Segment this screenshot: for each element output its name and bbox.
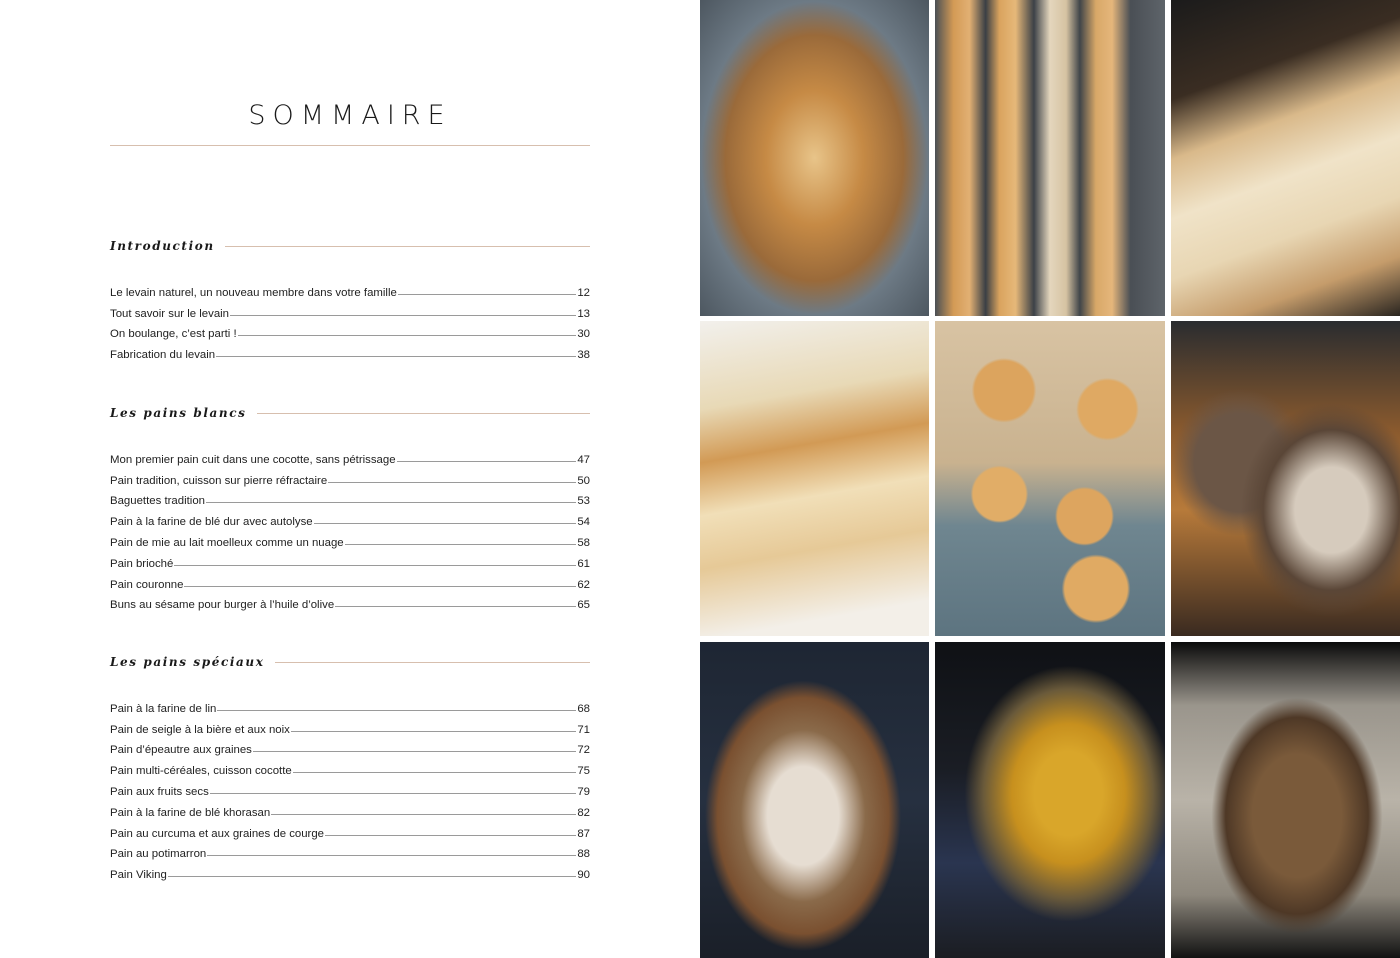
section-divider (225, 246, 590, 247)
toc-entry[interactable] (110, 756, 590, 777)
dot-leader (291, 731, 576, 732)
page-number: 38 (577, 349, 590, 362)
page-number: 47 (577, 453, 590, 466)
page-number: 75 (577, 765, 590, 778)
page-number: 87 (577, 827, 590, 840)
toc-entry[interactable] (110, 340, 590, 361)
entry-title: On boulange, c’est parti ! (110, 328, 237, 341)
entry-title: Pain d’épeautre aux graines (110, 744, 252, 757)
turmeric-pumpkin-seed-loaf-photo (935, 642, 1165, 958)
entry-title: Pain couronne (110, 578, 184, 591)
dot-leader (293, 772, 577, 773)
page-number: 71 (577, 723, 590, 736)
section-introduction (110, 236, 590, 361)
toc-entry[interactable] (110, 715, 590, 736)
section-heading: Les pains blancs (110, 406, 247, 420)
toc-entry[interactable] (110, 840, 590, 861)
dot-leader (328, 482, 576, 483)
page-number: 12 (577, 286, 590, 299)
entry-list (110, 445, 590, 611)
entry-title: Pain tradition, cuisson sur pierre réfractaire (110, 474, 328, 487)
page-number: 72 (577, 744, 590, 757)
entry-list (110, 694, 590, 881)
round-country-loaf-photo (700, 0, 929, 316)
dot-leader (210, 793, 577, 794)
entry-title: Le levain naturel, un nouveau membre dans votre famille (110, 286, 397, 299)
seeded-viking-loaf-photo (1171, 642, 1400, 958)
toc-entry[interactable] (110, 299, 590, 320)
entry-title: Mon premier pain cuit dans une cocotte, sans pétrissage (110, 453, 396, 466)
page-number: 54 (577, 516, 590, 529)
dot-leader (184, 586, 576, 587)
baguettes-tray-photo (935, 0, 1165, 316)
page-number: 79 (577, 785, 590, 798)
dot-leader (398, 294, 576, 295)
dot-leader (397, 461, 577, 462)
entry-title: Pain à la farine de blé khorasan (110, 806, 271, 819)
fruit-nut-loaf-photo (700, 642, 929, 958)
page-number: 50 (577, 474, 590, 487)
section-divider (275, 662, 591, 663)
dot-leader (207, 855, 576, 856)
toc-entry[interactable] (110, 549, 590, 570)
entry-title: Pain au curcuma et aux graines de courge (110, 827, 325, 840)
title-divider (110, 145, 590, 146)
page-number: 53 (577, 495, 590, 508)
dot-leader (238, 335, 577, 336)
toc-entry[interactable] (110, 777, 590, 798)
entry-title: Pain de mie au lait moelleux comme un nuage (110, 536, 344, 549)
dot-leader (230, 315, 576, 316)
entry-title: Pain de seigle à la bière et aux noix (110, 723, 290, 736)
toc-entry[interactable] (110, 445, 590, 466)
dot-leader (253, 751, 576, 752)
entry-title: Tout savoir sur le levain (110, 307, 230, 320)
dot-leader (335, 606, 576, 607)
toc-entry[interactable] (110, 570, 590, 591)
toc-entry[interactable] (110, 487, 590, 508)
page-number: 61 (577, 557, 590, 570)
photo-grid (700, 0, 1400, 958)
rye-bread-slices-photo (1171, 321, 1400, 636)
page-number: 65 (577, 599, 590, 612)
toc-entry[interactable] (110, 798, 590, 819)
dot-leader (271, 814, 576, 815)
dot-leader (217, 710, 576, 711)
section-divider (257, 413, 590, 414)
toc-entry[interactable] (110, 507, 590, 528)
entry-title: Pain à la farine de blé dur avec autolyse (110, 516, 313, 529)
page-number: 88 (577, 848, 590, 861)
section-header (110, 236, 590, 256)
entry-title: Pain au potimarron (110, 848, 207, 861)
toc-entry[interactable] (110, 466, 590, 487)
page-number: 13 (577, 307, 590, 320)
toc-entry[interactable] (110, 819, 590, 840)
dot-leader (325, 835, 576, 836)
toc-entry[interactable] (110, 528, 590, 549)
entry-title: Pain brioché (110, 557, 174, 570)
section-heading: Les pains spéciaux (110, 655, 265, 669)
section-heading: Introduction (110, 239, 215, 253)
section-pains-blancs (110, 403, 590, 611)
entry-title: Pain Viking (110, 869, 167, 882)
page-number: 30 (577, 328, 590, 341)
page-number: 68 (577, 702, 590, 715)
entry-title: Fabrication du levain (110, 349, 216, 362)
entry-title: Pain à la farine de lin (110, 702, 217, 715)
entry-title: Buns au sésame pour burger à l’huile d’olive (110, 599, 335, 612)
dot-leader (216, 356, 576, 357)
toc-entry[interactable] (110, 591, 590, 612)
toc-entry[interactable] (110, 860, 590, 881)
section-header (110, 403, 590, 423)
dot-leader (168, 876, 577, 877)
page-number: 90 (577, 869, 590, 882)
toc-entry[interactable] (110, 320, 590, 341)
toc-entry[interactable] (110, 278, 590, 299)
page-number: 58 (577, 536, 590, 549)
dot-leader (314, 523, 577, 524)
page-number: 62 (577, 578, 590, 591)
page-number: 82 (577, 806, 590, 819)
page-title: SOMMAIRE (248, 100, 452, 131)
toc-entry[interactable] (110, 736, 590, 757)
sesame-burger-buns-photo (935, 321, 1165, 636)
sliced-sesame-loaf-photo (1171, 0, 1400, 316)
entry-title: Pain multi-céréales, cuisson cocotte (110, 765, 292, 778)
entry-title: Pain aux fruits secs (110, 785, 209, 798)
dot-leader (206, 502, 576, 503)
dot-leader (174, 565, 576, 566)
section-header (110, 652, 590, 672)
toc-entry[interactable] (110, 694, 590, 715)
entry-title: Baguettes tradition (110, 495, 205, 508)
sandwich-bread-slices-photo (700, 321, 929, 636)
section-pains-speciaux (110, 652, 590, 881)
dot-leader (345, 544, 577, 545)
entry-list (110, 278, 590, 361)
